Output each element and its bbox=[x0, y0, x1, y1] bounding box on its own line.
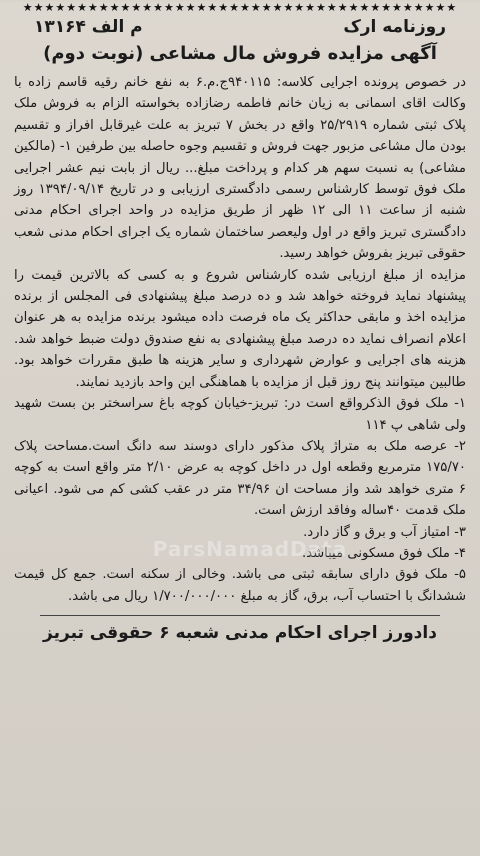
newspaper-clipping bbox=[0, 2, 480, 856]
paragraph-2: مزایده از مبلغ ارزیابی شده کارشناس شروع و به کسی که بالاترین قیمت را پیشنهاد نماید فروخته خواهد شد و ده درصد مبلغ پیشنهادی فی المجلس از برنده مزایده اخذ و مابقی حداکثر یک ماه فرصت داده میشود برنده مزایده به هر عنوان اعلام انصراف نماید ده درصد مبلغ پیشنهادی به نفع صندوق دولت ضبط خواهد شد. هزینه های اجرایی و عوارض شهرداری و سایر هزینه ها طبق مقررات خواهد بود. طالبین میتوانند پنج روز قبل از مزایده با هماهنگی این واحد بازدید نمایند. bbox=[14, 267, 466, 390]
issue-number: م الف ۱۳۱۶۴ bbox=[34, 17, 143, 37]
ad-title: آگهی مزایده فروش مال مشاعی (نوبت دوم) bbox=[43, 43, 437, 64]
watermark: ParsNamadData bbox=[152, 537, 348, 561]
list-item: ۱- ملک فوق الذکرواقع است در: تبریز-خیابان کوچه باغ سراسختر بن بست شهید ولی شاهی پ ۱۱۴ bbox=[14, 396, 466, 433]
newspaper-name: روزنامه ارک bbox=[343, 17, 446, 37]
paragraph-1: در خصوص پرونده اجرایی کلاسه: ۹۴۰۱۱۵ج.م.۶ به نفع خانم رقیه قاسم زاده با وکالت اقای اسمانی به زیان خانم فاطمه رضازاده بخواسته الزام به فروش ملک پلاک ثبتی شماره ۲۵/۲۹۱۹ واقع در بخش ۷ تبریز به علت غیرقابل افراز و تقسیم بودن مال مشاعی مزبور جهت فروش و تقسیم وجوه حاصله بین طرفین ۱- (مالکین مشاعی) به نسبت سهم هر کدام و پرداخت مبلغ... ریال از بابت نیم عشر اجرایی ملک فوق توسط کارشناس رسمی دادگستری ارزیابی و در تاریخ ۱۳۹۴/۰۹/۱۴ روز شنبه از ساعت ۱۱ الی ۱۲ ظهر از طریق مزایده در واحد اجرای احکام مدنی دادگستری تبریز واقع در اول ولیعصر ساختمان شماره یک اجرای احکام مدنی شعب حقوقی تبریز بفروش خواهد رسید. bbox=[14, 75, 466, 262]
star-border-top: ★★★★★★★★★★★★★★★★★★★★★★★★★★★★★★★★★★★★★★★★ bbox=[22, 2, 458, 14]
list-item: ۲- عرصه ملک به متراژ پلاک مذکور دارای دوسند سه دانگ است.مساحت پلاک ۱۷۵/۷۰ مترمربع وقطعه اول در داخل کوچه به عرض ۲/۱۰ متر واقع است به کوچه ۶ متری خواهد شد واز مساحت ان ۳۴/۹۶ متر در عقب کشی کم می شود. اعیانی ملک قدمت ۴۰ساله وفاقد ارزش است. bbox=[14, 438, 466, 519]
divider bbox=[40, 615, 440, 616]
signature: دادورز اجرای احکام مدنی شعبه ۶ حقوقی تبریز bbox=[43, 623, 437, 644]
list-item: ۵- ملک فوق دارای سابقه ثبتی می باشد. وخالی از سکنه است. جمع کل قیمت ششدانگ با احتساب آب، برق، گاز به مبلغ ۱/۷۰۰/۰۰۰/۰۰۰ ریال می باشد. bbox=[14, 567, 466, 604]
masthead bbox=[10, 14, 470, 40]
list-item: ۳- امتیاز آب و برق و گاز دارد. bbox=[303, 524, 466, 540]
list-item: ۴- ملک فوق مسکونی میباشد. bbox=[302, 545, 466, 561]
ad-body bbox=[10, 72, 470, 607]
